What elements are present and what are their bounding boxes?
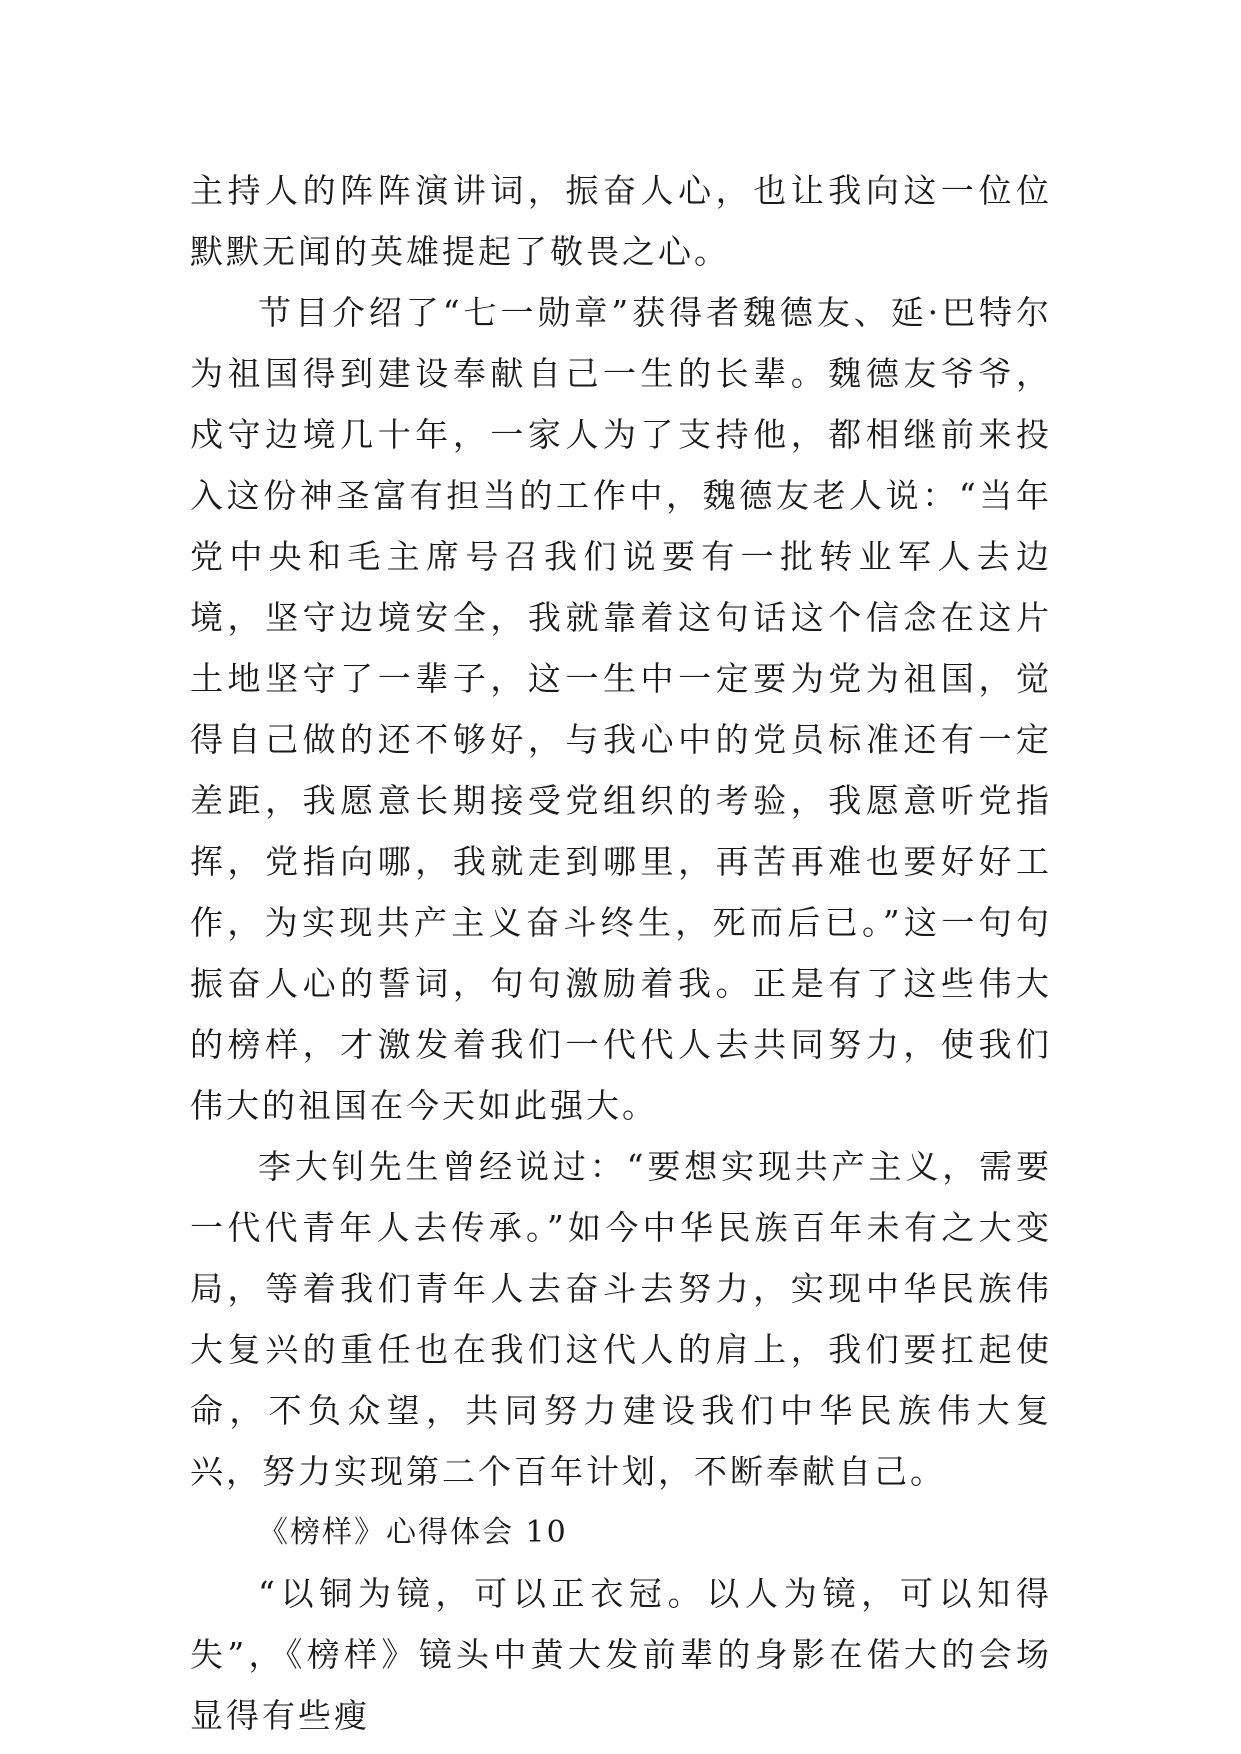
paragraph-medal-recipients: 节目介绍了“七一勋章”获得者魏德友、延·巴特尔为祖国得到建设奉献自己一生的长辈。魏德友爷爷，戍守边境几十年，一家人为了支持他，都相继前来投入这份神圣富有担当的工作中，魏德友老人说：“当年党中央和毛主席号召我们说要有一批转业军人去边境，坚守边境安全，我就靠着这句话这个信念在这片土地坚守了一辈子，这一生中一定要为党为祖国，觉得自己做的还不够好，与我心中的党员标准还有一定差距，我愿意长期接受党组织的考验，我愿意听党指挥，党指向哪，我就走到哪里，再苦再难也要好好工作，为实现共产主义奋斗终生，死而后已。”这一句句振奋人心的誓词，句句激励着我。正是有了这些伟大的榜样，才激发着我们一代代人去共同努力，使我们伟大的祖国在今天如此强大。 (190, 293, 1052, 1125)
paragraph-intro-continuation: 主持人的阵阵演讲词，振奋人心，也让我向这一位位默默无闻的英雄提起了敬畏之心。 (190, 171, 1052, 271)
paragraph-mirror-quote: “以铜为镜，可以正衣冠。以人为镜，可以知得失”，《榜样》镜头中黄大发前辈的身影在偌大的会场显得有些瘦 (190, 1574, 1052, 1735)
paragraph-li-dazhao-quote: 李大钊先生曾经说过：“要想实现共产主义，需要一代代青年人去传承。”如今中华民族百年未有之大变局，等着我们青年人去奋斗去努力，实现中华民族伟大复兴的重任也在我们这代人的肩上，我们要扛起使命，不负众望，共同努力建设我们中华民族伟大复兴，努力实现第二个百年计划，不断奉献自己。 (190, 1147, 1052, 1491)
document-body (190, 160, 1052, 1746)
section-heading: 《榜样》心得体会 10 (258, 1515, 568, 1550)
